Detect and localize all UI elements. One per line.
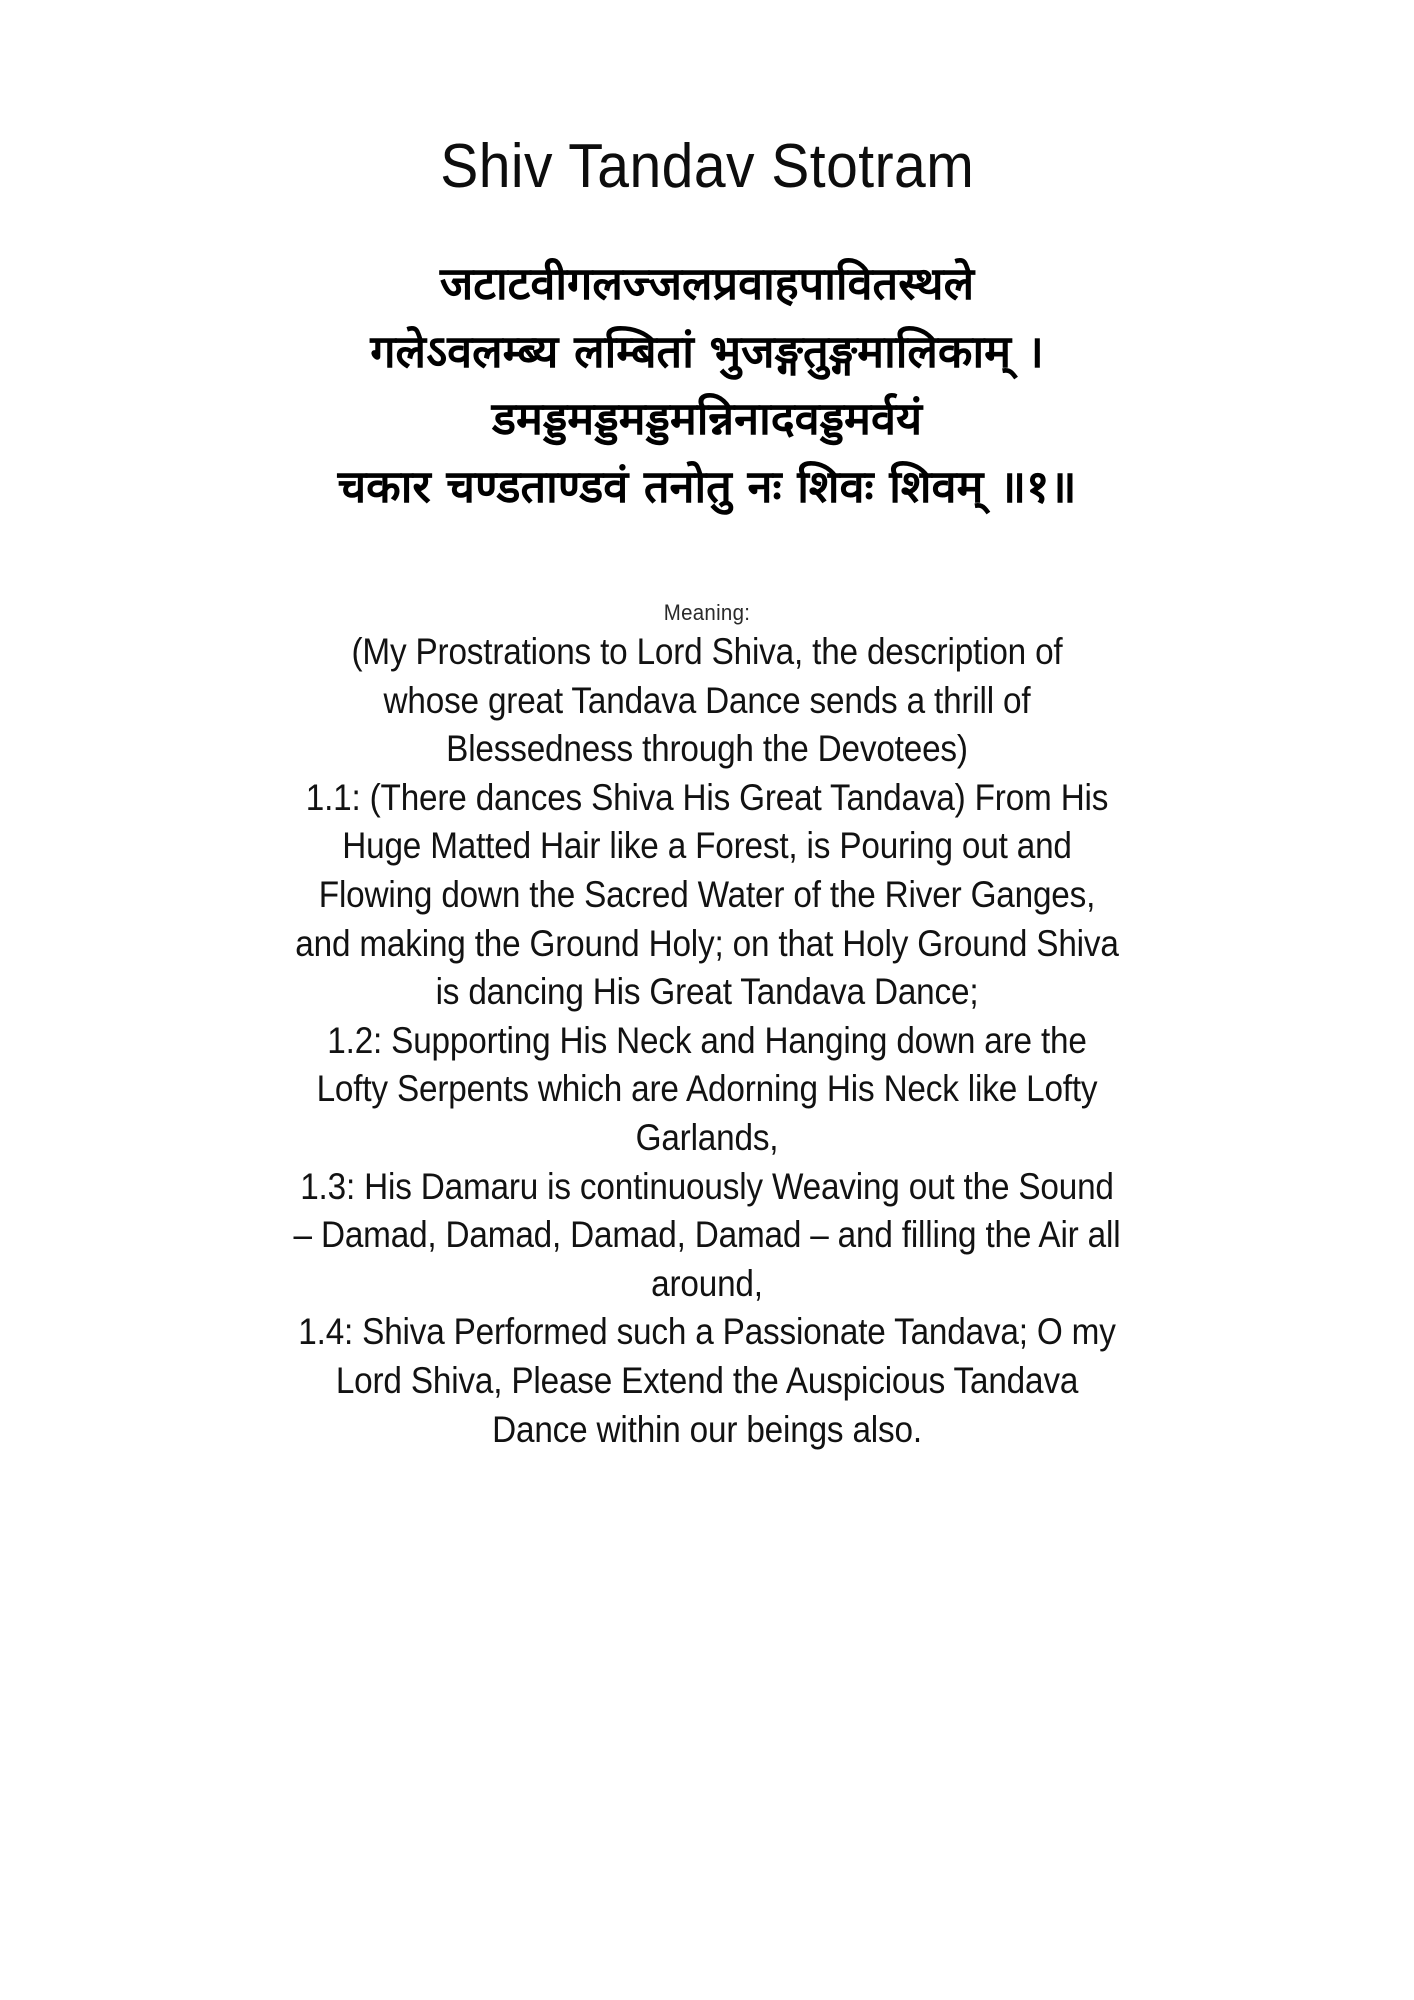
meaning-line: Garlands, bbox=[635, 1116, 779, 1158]
meaning-line: Lord Shiva, Please Extend the Auspicious Tandava bbox=[335, 1359, 1079, 1401]
verse-line-4: चकार चण्डताण्डवं तनोतु नः शिवः शिवम् ॥१॥ bbox=[337, 459, 1077, 513]
meaning-line: 1.4: Shiva Performed such a Passionate Tandava; O my bbox=[298, 1311, 1116, 1353]
meaning-line: 1.1: (There dances Shiva His Great Tandava) From His bbox=[305, 776, 1109, 818]
meaning-line: around, bbox=[651, 1262, 763, 1304]
meaning-line: Blessedness through the Devotees) bbox=[446, 728, 968, 770]
meaning-line: Lofty Serpents which are Adorning His Neck like Lofty bbox=[316, 1068, 1098, 1110]
meaning-line: Flowing down the Sacred Water of the River Ganges, bbox=[318, 873, 1096, 915]
meaning-line: Dance within our beings also. bbox=[492, 1408, 922, 1450]
meaning-line: 1.2: Supporting His Neck and Hanging down are the bbox=[327, 1019, 1087, 1061]
meaning-line: and making the Ground Holy; on that Holy Ground Shiva bbox=[295, 922, 1119, 964]
sanskrit-verse-block bbox=[0, 250, 1414, 520]
meaning-line: Huge Matted Hair like a Forest, is Pouring out and bbox=[342, 825, 1072, 867]
verse-line-2: गलेऽवलम्ब्य लम्बितां भुजङ्गतुङ्गमालिकाम् । bbox=[370, 324, 1044, 378]
meaning-label: Meaning: bbox=[663, 600, 751, 625]
verse-line-1: जटाटवीगलज्जलप्रवाहपावितस्थले bbox=[439, 257, 975, 310]
meaning-line: whose great Tandava Dance sends a thrill of bbox=[383, 679, 1031, 721]
meaning-line: is dancing His Great Tandava Dance; bbox=[435, 971, 979, 1013]
verse-line-3: डमड्डमड्डमड्डमन्निनादवड्डमर्वयं bbox=[491, 392, 923, 445]
meaning-line: (My Prostrations to Lord Shiva, the description of bbox=[351, 631, 1063, 672]
page-title: Shiv Tandav Stotram bbox=[439, 131, 975, 201]
meaning-body bbox=[107, 628, 1307, 1454]
meaning-line: 1.3: His Damaru is continuously Weaving out the Sound bbox=[300, 1165, 1114, 1207]
page-title-container bbox=[0, 92, 1414, 242]
meaning-line: – Damad, Damad, Damad, Damad – and filling the Air all bbox=[293, 1214, 1121, 1256]
